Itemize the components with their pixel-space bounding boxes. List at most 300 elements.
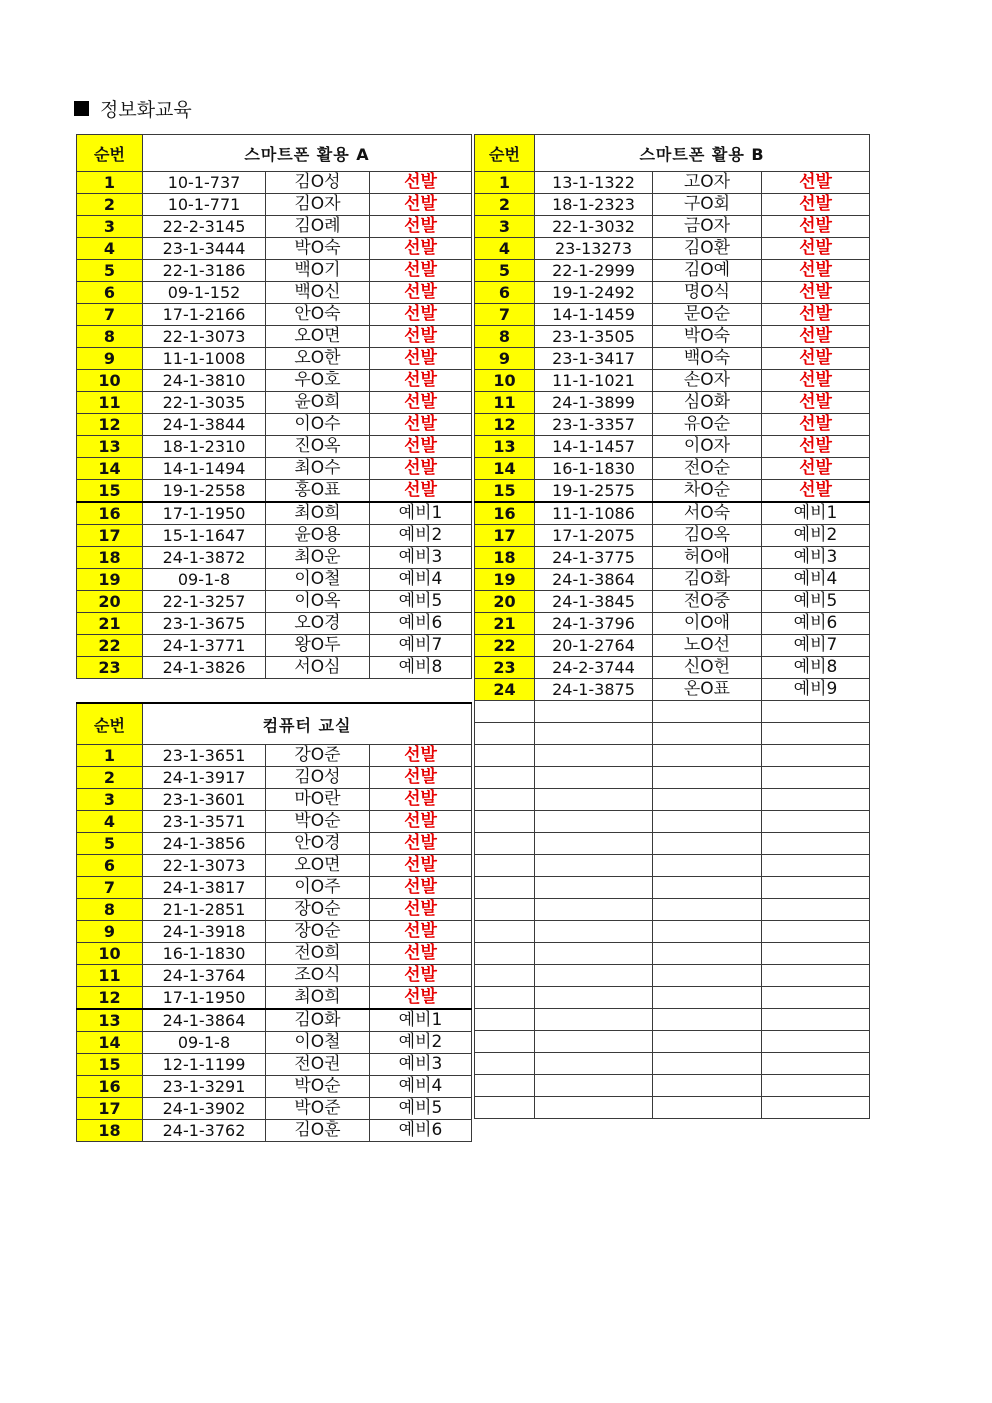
row-number: 19 bbox=[475, 569, 535, 591]
row-number: 5 bbox=[475, 260, 535, 282]
empty-cell bbox=[535, 965, 653, 987]
row-id: 23-1-3675 bbox=[143, 613, 266, 635]
row-name: 최O수 bbox=[266, 458, 370, 480]
table-row bbox=[77, 613, 472, 635]
table-row bbox=[77, 1009, 472, 1032]
row-number: 19 bbox=[77, 569, 143, 591]
row-status: 선발 bbox=[762, 436, 870, 458]
empty-cell bbox=[653, 723, 762, 745]
row-status: 예비4 bbox=[370, 569, 472, 591]
row-id: 23-1-3601 bbox=[143, 789, 266, 811]
row-number: 14 bbox=[77, 458, 143, 480]
row-number: 1 bbox=[77, 745, 143, 767]
empty-cell bbox=[653, 833, 762, 855]
empty-row bbox=[475, 745, 870, 767]
row-status: 예비8 bbox=[370, 657, 472, 679]
table-row bbox=[77, 767, 472, 789]
table-row bbox=[475, 238, 870, 260]
table-row bbox=[475, 525, 870, 547]
row-number: 14 bbox=[77, 1032, 143, 1054]
empty-cell bbox=[535, 855, 653, 877]
row-name: 이O철 bbox=[266, 569, 370, 591]
row-id: 24-1-3918 bbox=[143, 921, 266, 943]
row-name: 윤O희 bbox=[266, 392, 370, 414]
row-status: 예비7 bbox=[762, 635, 870, 657]
empty-cell bbox=[762, 1031, 870, 1053]
empty-cell bbox=[475, 723, 535, 745]
row-number: 12 bbox=[77, 414, 143, 436]
row-status: 예비7 bbox=[370, 635, 472, 657]
empty-cell bbox=[475, 789, 535, 811]
row-number: 13 bbox=[77, 436, 143, 458]
row-number: 2 bbox=[475, 194, 535, 216]
row-name: 이O옥 bbox=[266, 591, 370, 613]
table-row bbox=[475, 326, 870, 348]
row-id: 09-1-8 bbox=[143, 569, 266, 591]
row-id: 24-1-3872 bbox=[143, 547, 266, 569]
row-number: 8 bbox=[77, 899, 143, 921]
empty-cell bbox=[475, 899, 535, 921]
empty-row bbox=[475, 833, 870, 855]
empty-cell bbox=[653, 1053, 762, 1075]
row-name: 박O숙 bbox=[266, 238, 370, 260]
empty-cell bbox=[535, 833, 653, 855]
row-id: 18-1-2323 bbox=[535, 194, 653, 216]
row-id: 14-1-1494 bbox=[143, 458, 266, 480]
row-id: 23-1-3357 bbox=[535, 414, 653, 436]
row-number: 24 bbox=[475, 679, 535, 701]
row-number: 7 bbox=[77, 877, 143, 899]
row-status: 예비1 bbox=[762, 502, 870, 525]
row-status: 선발 bbox=[762, 326, 870, 348]
row-id: 21-1-2851 bbox=[143, 899, 266, 921]
row-number: 4 bbox=[475, 238, 535, 260]
row-name: 구O회 bbox=[653, 194, 762, 216]
row-id: 23-1-3417 bbox=[535, 348, 653, 370]
table-header-row bbox=[77, 703, 472, 745]
empty-cell bbox=[475, 811, 535, 833]
table-row bbox=[475, 569, 870, 591]
empty-cell bbox=[653, 965, 762, 987]
empty-cell bbox=[762, 943, 870, 965]
empty-cell bbox=[535, 723, 653, 745]
table-row bbox=[77, 1098, 472, 1120]
row-number: 16 bbox=[77, 502, 143, 525]
empty-cell bbox=[762, 745, 870, 767]
row-status: 예비5 bbox=[370, 1098, 472, 1120]
row-status: 예비1 bbox=[370, 502, 472, 525]
row-status: 선발 bbox=[370, 436, 472, 458]
row-status: 선발 bbox=[762, 392, 870, 414]
row-status: 선발 bbox=[370, 899, 472, 921]
row-id: 24-1-3917 bbox=[143, 767, 266, 789]
row-name: 오O면 bbox=[266, 855, 370, 877]
empty-cell bbox=[535, 899, 653, 921]
table-row bbox=[77, 260, 472, 282]
row-number: 6 bbox=[77, 282, 143, 304]
row-status: 선발 bbox=[762, 282, 870, 304]
row-status: 선발 bbox=[370, 877, 472, 899]
row-name: 마O란 bbox=[266, 789, 370, 811]
row-status: 선발 bbox=[370, 216, 472, 238]
table-row bbox=[77, 877, 472, 899]
row-number: 10 bbox=[77, 943, 143, 965]
empty-cell bbox=[475, 1053, 535, 1075]
row-status: 예비2 bbox=[370, 1032, 472, 1054]
row-name: 노O선 bbox=[653, 635, 762, 657]
row-number: 23 bbox=[475, 657, 535, 679]
empty-row bbox=[475, 921, 870, 943]
table-row bbox=[77, 172, 472, 194]
row-id: 13-1-1322 bbox=[535, 172, 653, 194]
row-id: 16-1-1830 bbox=[535, 458, 653, 480]
row-name: 김O화 bbox=[653, 569, 762, 591]
row-number: 18 bbox=[77, 547, 143, 569]
table-row bbox=[77, 811, 472, 833]
row-status: 예비5 bbox=[762, 591, 870, 613]
row-id: 14-1-1457 bbox=[535, 436, 653, 458]
row-status: 선발 bbox=[370, 304, 472, 326]
row-id: 24-1-3817 bbox=[143, 877, 266, 899]
row-name: 명O식 bbox=[653, 282, 762, 304]
row-status: 선발 bbox=[370, 811, 472, 833]
empty-cell bbox=[762, 833, 870, 855]
empty-cell bbox=[475, 987, 535, 1009]
row-number: 3 bbox=[77, 789, 143, 811]
row-name: 차O순 bbox=[653, 480, 762, 503]
table-row bbox=[77, 899, 472, 921]
table-row bbox=[475, 194, 870, 216]
empty-cell bbox=[535, 1031, 653, 1053]
row-name: 왕O두 bbox=[266, 635, 370, 657]
row-name: 홍O표 bbox=[266, 480, 370, 503]
row-status: 선발 bbox=[370, 480, 472, 503]
row-status: 선발 bbox=[370, 392, 472, 414]
row-name: 안O숙 bbox=[266, 304, 370, 326]
row-id: 24-1-3864 bbox=[143, 1009, 266, 1032]
row-number: 10 bbox=[77, 370, 143, 392]
empty-cell bbox=[475, 701, 535, 723]
empty-cell bbox=[653, 899, 762, 921]
table-row bbox=[475, 216, 870, 238]
row-number: 13 bbox=[475, 436, 535, 458]
empty-cell bbox=[475, 855, 535, 877]
row-name: 서O숙 bbox=[653, 502, 762, 525]
table-row bbox=[77, 635, 472, 657]
empty-cell bbox=[535, 1075, 653, 1097]
row-name: 서O심 bbox=[266, 657, 370, 679]
table-row bbox=[475, 370, 870, 392]
row-name: 이O자 bbox=[653, 436, 762, 458]
row-status: 예비1 bbox=[370, 1009, 472, 1032]
row-status: 예비3 bbox=[370, 1054, 472, 1076]
table-row bbox=[475, 502, 870, 525]
row-id: 24-1-3845 bbox=[535, 591, 653, 613]
row-name: 김O옥 bbox=[653, 525, 762, 547]
row-id: 11-1-1086 bbox=[535, 502, 653, 525]
row-number: 18 bbox=[475, 547, 535, 569]
row-name: 안O경 bbox=[266, 833, 370, 855]
row-name: 김O화 bbox=[266, 1009, 370, 1032]
empty-cell bbox=[653, 789, 762, 811]
row-name: 김O례 bbox=[266, 216, 370, 238]
row-number: 2 bbox=[77, 767, 143, 789]
table-row bbox=[475, 657, 870, 679]
table-row bbox=[77, 326, 472, 348]
row-number: 15 bbox=[77, 1054, 143, 1076]
table-row bbox=[475, 480, 870, 503]
row-number: 7 bbox=[475, 304, 535, 326]
table-row bbox=[77, 833, 472, 855]
row-status: 선발 bbox=[762, 194, 870, 216]
table-row bbox=[77, 745, 472, 767]
row-name: 장O순 bbox=[266, 921, 370, 943]
row-id: 24-1-3826 bbox=[143, 657, 266, 679]
table-row bbox=[475, 635, 870, 657]
empty-cell bbox=[653, 1097, 762, 1119]
row-id: 23-1-3505 bbox=[535, 326, 653, 348]
row-number: 4 bbox=[77, 811, 143, 833]
empty-row bbox=[475, 767, 870, 789]
row-number: 14 bbox=[475, 458, 535, 480]
empty-cell bbox=[653, 767, 762, 789]
row-name: 강O준 bbox=[266, 745, 370, 767]
row-status: 예비2 bbox=[370, 525, 472, 547]
row-number: 4 bbox=[77, 238, 143, 260]
empty-cell bbox=[535, 811, 653, 833]
table-row bbox=[77, 282, 472, 304]
row-id: 22-1-3035 bbox=[143, 392, 266, 414]
row-number: 6 bbox=[77, 855, 143, 877]
row-name: 김O예 bbox=[653, 260, 762, 282]
row-status: 선발 bbox=[370, 745, 472, 767]
row-name: 오O한 bbox=[266, 348, 370, 370]
row-name: 박O순 bbox=[266, 1076, 370, 1098]
row-name: 고O자 bbox=[653, 172, 762, 194]
empty-cell bbox=[475, 877, 535, 899]
row-id: 16-1-1830 bbox=[143, 943, 266, 965]
row-id: 24-1-3771 bbox=[143, 635, 266, 657]
empty-row bbox=[475, 1009, 870, 1031]
empty-cell bbox=[475, 767, 535, 789]
table-row bbox=[77, 657, 472, 679]
empty-cell bbox=[653, 701, 762, 723]
row-status: 선발 bbox=[762, 370, 870, 392]
empty-cell bbox=[762, 965, 870, 987]
row-name: 오O경 bbox=[266, 613, 370, 635]
row-id: 24-1-3864 bbox=[535, 569, 653, 591]
table-title: 스마트폰 활용 A bbox=[143, 135, 472, 172]
row-name: 김O자 bbox=[266, 194, 370, 216]
row-status: 선발 bbox=[370, 282, 472, 304]
computer-class-table bbox=[76, 702, 472, 1142]
row-id: 23-1-3444 bbox=[143, 238, 266, 260]
row-status: 선발 bbox=[762, 304, 870, 326]
table-row bbox=[475, 591, 870, 613]
row-id: 24-1-3810 bbox=[143, 370, 266, 392]
row-name: 윤O용 bbox=[266, 525, 370, 547]
row-status: 선발 bbox=[370, 855, 472, 877]
row-name: 백O숙 bbox=[653, 348, 762, 370]
empty-row bbox=[475, 1053, 870, 1075]
header-num: 순번 bbox=[475, 135, 535, 172]
row-status: 선발 bbox=[370, 965, 472, 987]
row-number: 5 bbox=[77, 833, 143, 855]
empty-cell bbox=[762, 811, 870, 833]
table-row bbox=[77, 591, 472, 613]
section-heading bbox=[74, 94, 192, 122]
table-row bbox=[475, 613, 870, 635]
row-id: 10-1-737 bbox=[143, 172, 266, 194]
table-row bbox=[77, 502, 472, 525]
table-row bbox=[475, 547, 870, 569]
empty-cell bbox=[535, 877, 653, 899]
empty-cell bbox=[762, 921, 870, 943]
row-id: 23-1-3651 bbox=[143, 745, 266, 767]
row-number: 22 bbox=[475, 635, 535, 657]
row-name: 신O헌 bbox=[653, 657, 762, 679]
table-row bbox=[77, 1120, 472, 1142]
row-status: 선발 bbox=[762, 260, 870, 282]
row-status: 예비8 bbox=[762, 657, 870, 679]
empty-cell bbox=[762, 701, 870, 723]
row-name: 최O희 bbox=[266, 502, 370, 525]
row-status: 선발 bbox=[762, 216, 870, 238]
row-name: 허O애 bbox=[653, 547, 762, 569]
row-status: 예비6 bbox=[370, 613, 472, 635]
row-status: 선발 bbox=[370, 348, 472, 370]
row-id: 19-1-2575 bbox=[535, 480, 653, 503]
table-row bbox=[77, 547, 472, 569]
empty-cell bbox=[762, 987, 870, 1009]
row-name: 김O성 bbox=[266, 172, 370, 194]
row-status: 선발 bbox=[370, 767, 472, 789]
row-number: 11 bbox=[77, 392, 143, 414]
table-row bbox=[475, 172, 870, 194]
table-row bbox=[77, 458, 472, 480]
empty-cell bbox=[475, 965, 535, 987]
empty-cell bbox=[762, 723, 870, 745]
empty-cell bbox=[762, 1075, 870, 1097]
empty-cell bbox=[653, 811, 762, 833]
empty-row bbox=[475, 789, 870, 811]
empty-row bbox=[475, 1031, 870, 1053]
empty-cell bbox=[475, 833, 535, 855]
row-id: 17-1-1950 bbox=[143, 502, 266, 525]
row-number: 12 bbox=[77, 987, 143, 1010]
table-row bbox=[77, 414, 472, 436]
empty-cell bbox=[653, 1009, 762, 1031]
row-status: 선발 bbox=[762, 238, 870, 260]
empty-cell bbox=[475, 943, 535, 965]
row-id: 22-2-3145 bbox=[143, 216, 266, 238]
row-name: 최O희 bbox=[266, 987, 370, 1010]
row-status: 예비6 bbox=[370, 1120, 472, 1142]
empty-cell bbox=[535, 701, 653, 723]
table-row bbox=[77, 304, 472, 326]
row-status: 선발 bbox=[370, 194, 472, 216]
row-id: 23-1-3571 bbox=[143, 811, 266, 833]
row-id: 15-1-1647 bbox=[143, 525, 266, 547]
row-id: 22-1-2999 bbox=[535, 260, 653, 282]
empty-row bbox=[475, 1075, 870, 1097]
table-row bbox=[475, 458, 870, 480]
empty-cell bbox=[475, 1009, 535, 1031]
table-row bbox=[77, 194, 472, 216]
table-row bbox=[77, 370, 472, 392]
row-id: 24-1-3875 bbox=[535, 679, 653, 701]
row-id: 09-1-152 bbox=[143, 282, 266, 304]
row-number: 1 bbox=[77, 172, 143, 194]
row-id: 19-1-2492 bbox=[535, 282, 653, 304]
row-name: 박O준 bbox=[266, 1098, 370, 1120]
row-id: 23-1-3291 bbox=[143, 1076, 266, 1098]
row-status: 예비2 bbox=[762, 525, 870, 547]
table-row bbox=[77, 789, 472, 811]
empty-cell bbox=[762, 877, 870, 899]
empty-row bbox=[475, 987, 870, 1009]
row-name: 금O자 bbox=[653, 216, 762, 238]
table-header-row bbox=[77, 135, 472, 172]
row-id: 24-1-3844 bbox=[143, 414, 266, 436]
empty-cell bbox=[535, 1009, 653, 1031]
row-status: 예비9 bbox=[762, 679, 870, 701]
row-name: 김O성 bbox=[266, 767, 370, 789]
row-id: 14-1-1459 bbox=[535, 304, 653, 326]
empty-cell bbox=[535, 987, 653, 1009]
row-id: 24-1-3762 bbox=[143, 1120, 266, 1142]
row-status: 예비4 bbox=[762, 569, 870, 591]
empty-row bbox=[475, 1097, 870, 1119]
row-name: 박O숙 bbox=[653, 326, 762, 348]
row-status: 예비4 bbox=[370, 1076, 472, 1098]
empty-row bbox=[475, 899, 870, 921]
row-name: 최O운 bbox=[266, 547, 370, 569]
row-number: 11 bbox=[475, 392, 535, 414]
empty-cell bbox=[475, 745, 535, 767]
row-status: 선발 bbox=[762, 458, 870, 480]
row-id: 17-1-2166 bbox=[143, 304, 266, 326]
row-name: 우O호 bbox=[266, 370, 370, 392]
row-status: 선발 bbox=[370, 414, 472, 436]
row-number: 3 bbox=[475, 216, 535, 238]
row-name: 김O환 bbox=[653, 238, 762, 260]
table-row bbox=[77, 238, 472, 260]
row-id: 11-1-1008 bbox=[143, 348, 266, 370]
row-id: 22-1-3257 bbox=[143, 591, 266, 613]
row-status: 선발 bbox=[370, 238, 472, 260]
section-title: 정보화교육 bbox=[100, 98, 192, 121]
row-name: 문O순 bbox=[653, 304, 762, 326]
table-row bbox=[475, 260, 870, 282]
header-num: 순번 bbox=[77, 135, 143, 172]
row-name: 백O기 bbox=[266, 260, 370, 282]
table-row bbox=[77, 943, 472, 965]
row-id: 24-1-3856 bbox=[143, 833, 266, 855]
row-name: 김O훈 bbox=[266, 1120, 370, 1142]
empty-row bbox=[475, 877, 870, 899]
empty-cell bbox=[762, 767, 870, 789]
table-row bbox=[475, 414, 870, 436]
table-row bbox=[77, 1076, 472, 1098]
row-status: 선발 bbox=[370, 172, 472, 194]
empty-cell bbox=[475, 1075, 535, 1097]
row-number: 1 bbox=[475, 172, 535, 194]
row-status: 선발 bbox=[370, 943, 472, 965]
empty-cell bbox=[762, 899, 870, 921]
row-id: 22-1-3186 bbox=[143, 260, 266, 282]
row-status: 예비3 bbox=[370, 547, 472, 569]
